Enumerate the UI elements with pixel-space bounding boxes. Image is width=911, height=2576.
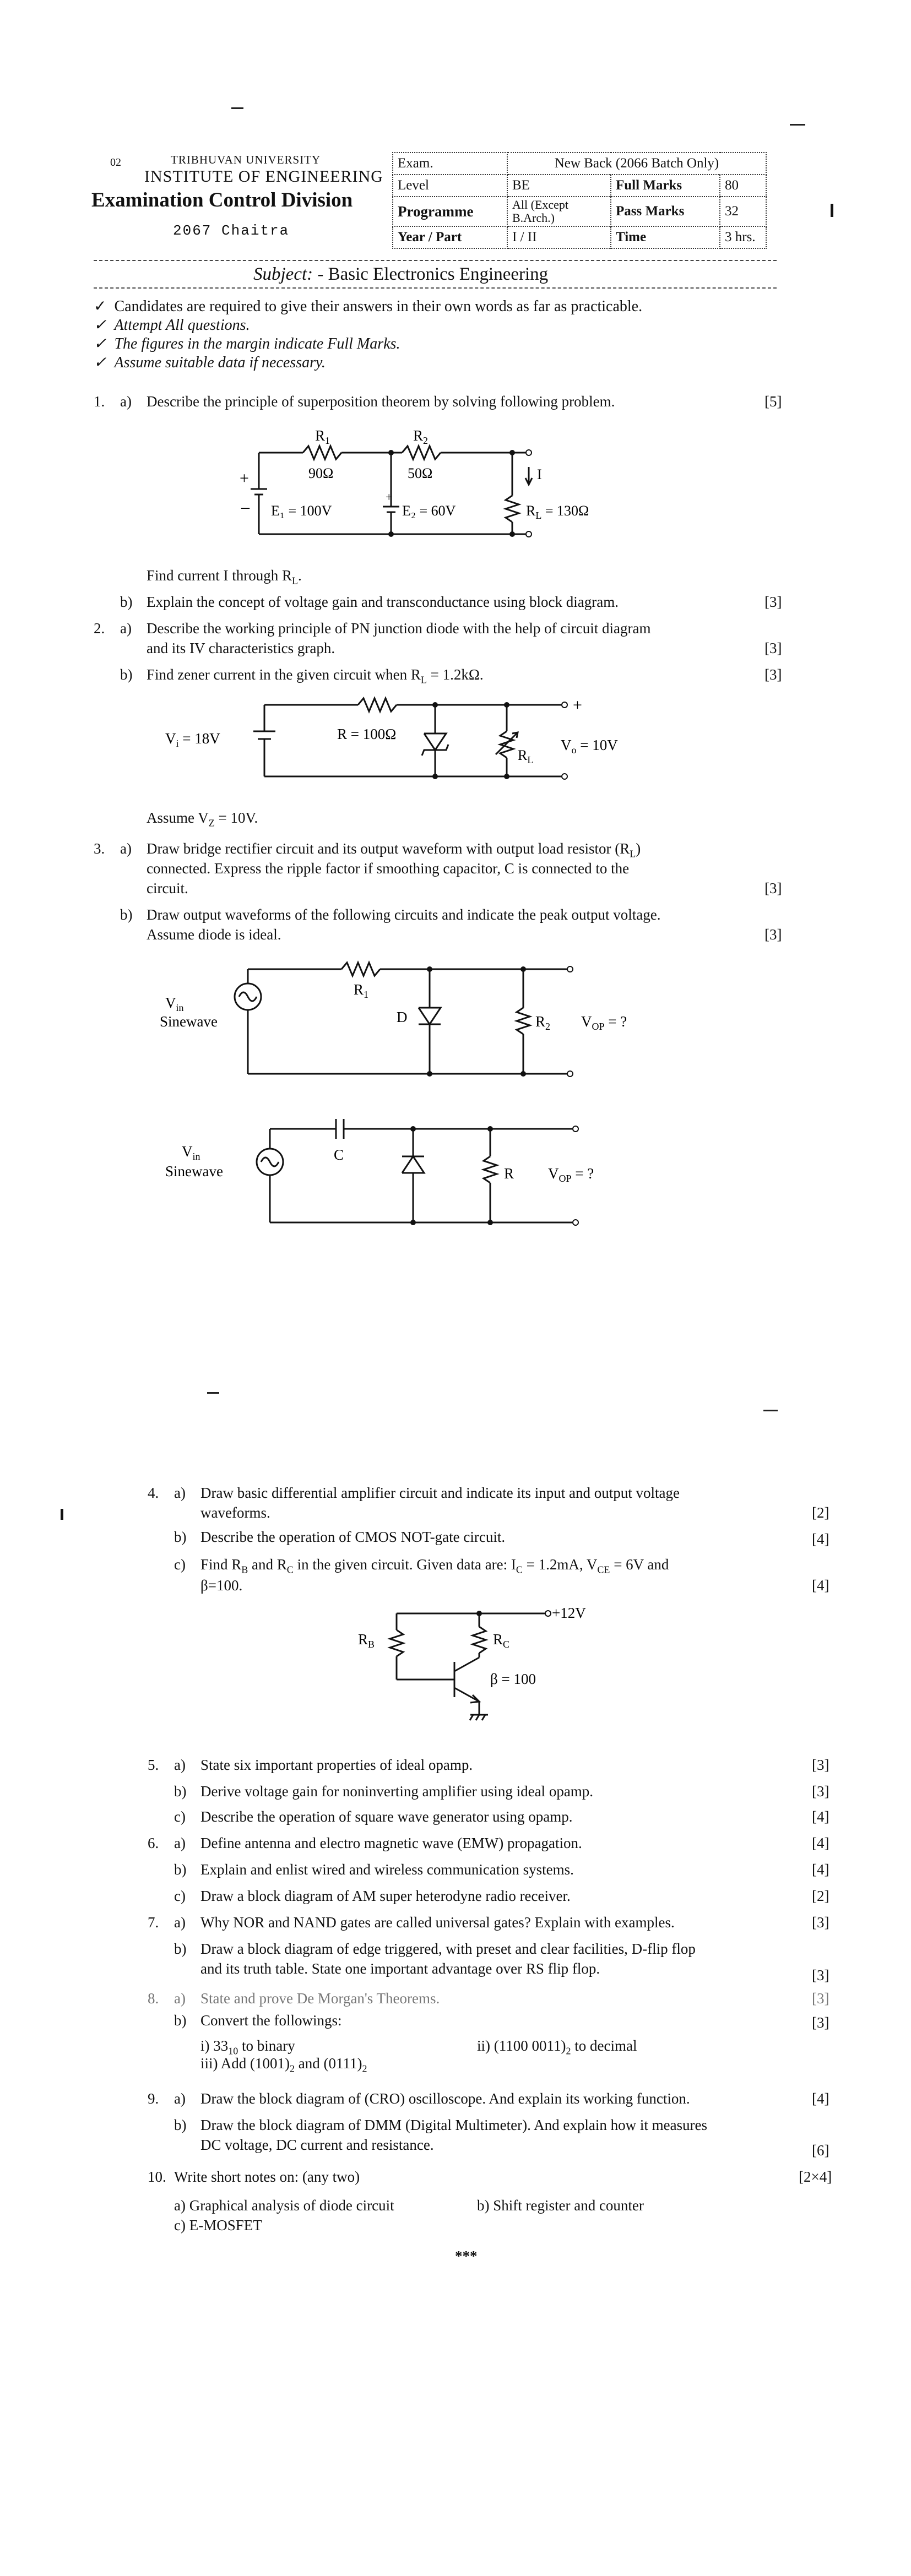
exam-year: 2067 Chaitra bbox=[173, 222, 290, 239]
q6c-label: c) bbox=[174, 1888, 186, 1904]
instruction-item: ✓ The figures in the margin indicate Full Marks. bbox=[94, 335, 400, 352]
q6b-text: Explain and enlist wired and wireless communication systems. bbox=[200, 1861, 574, 1878]
instructions bbox=[94, 297, 642, 372]
instruction-text: Assume suitable data if necessary. bbox=[114, 354, 326, 371]
subject-divider bbox=[94, 287, 777, 289]
q8b-item-iii: iii) Add $(1001)_2$ and $(0111)_2$ bbox=[200, 2055, 367, 2074]
instruction-item: ✓ Attempt All questions. bbox=[94, 317, 250, 334]
q2-plus: + bbox=[573, 696, 582, 714]
instruction-item: ✓ Candidates are required to give their answers in their own words as far as practicable. bbox=[94, 298, 643, 315]
q2-vo-label: $V_o = 10V$ bbox=[561, 737, 618, 756]
subject-name: - Basic Electronics Engineering bbox=[317, 264, 549, 284]
q7a-label: a) bbox=[174, 1914, 186, 1931]
q4c-label: c) bbox=[174, 1556, 186, 1573]
q1-e1-minus: – bbox=[241, 498, 250, 516]
q3c2-c-label: C bbox=[334, 1146, 344, 1163]
instruction-text: Candidates are required to give their answers in their own words as far as practicable. bbox=[114, 298, 643, 315]
q1a-text: Describe the principle of superposition theorem by solving following problem. bbox=[147, 393, 615, 410]
scan-mark bbox=[207, 1392, 219, 1394]
q4a-marks: [2] bbox=[812, 1504, 829, 1521]
q5a-text: State six important properties of ideal opamp. bbox=[200, 1757, 473, 1773]
q3b-text-line-1: Draw output waveforms of the following circuits and indicate the peak output voltage. bbox=[147, 906, 661, 923]
q5c-label: c) bbox=[174, 1808, 186, 1825]
q2a-text-line-2: and its IV characteristics graph. bbox=[147, 640, 335, 656]
programme-value-line-1: All (Except bbox=[512, 198, 569, 211]
q7a-marks: [3] bbox=[812, 1914, 829, 1931]
q10-text: Write short notes on: (any two) bbox=[174, 2169, 360, 2185]
year-part-value: I / II bbox=[507, 226, 611, 248]
full-marks-value: 80 bbox=[720, 175, 766, 197]
header-divider bbox=[94, 260, 777, 261]
q4b-marks: [4] bbox=[812, 1531, 829, 1547]
q4-beta-label: β = 100 bbox=[490, 1671, 536, 1687]
scan-mark bbox=[790, 124, 805, 126]
q2-zener-circuit bbox=[165, 688, 661, 809]
subject-label: Subject: bbox=[253, 264, 313, 284]
q1a-marks: [5] bbox=[764, 393, 782, 410]
q9-number: 9. bbox=[148, 2090, 159, 2107]
full-marks-label: Full Marks bbox=[611, 175, 720, 197]
q2-number: 2. bbox=[94, 620, 105, 637]
q1-r1-label: $R_1$ bbox=[315, 427, 330, 446]
division-name: Examination Control Division bbox=[91, 189, 353, 211]
q3a-text-line-1: Draw bridge rectifier circuit and its output waveform with output load resistor $(R_L)$ bbox=[147, 840, 641, 860]
q1b-label: b) bbox=[120, 594, 133, 610]
q3a-text-line-2: connected. Express the ripple factor if smoothing capacitor, C is connected to the bbox=[147, 860, 630, 877]
q4-number: 4. bbox=[148, 1485, 159, 1501]
q4-transistor-circuit bbox=[353, 1597, 617, 1724]
q1-r2-value: 50Ω bbox=[408, 465, 433, 481]
q1-circuit-diagram bbox=[237, 424, 633, 551]
time-label: Time bbox=[611, 226, 720, 248]
q10-option-a: a) Graphical analysis of diode circuit bbox=[174, 2197, 394, 2214]
q4b-label: b) bbox=[174, 1529, 187, 1545]
q8b-label: b) bbox=[174, 2012, 187, 2029]
scan-mark bbox=[763, 1410, 778, 1411]
q7a-text: Why NOR and NAND gates are called universal gates? Explain with examples. bbox=[200, 1914, 675, 1931]
q1-find-text: Find current I through $R_L$. bbox=[147, 567, 302, 586]
exam-value: New Back (2066 Batch Only) bbox=[507, 153, 766, 175]
q2a-marks: [3] bbox=[764, 640, 782, 656]
university-name: TRIBHUVAN UNIVERSITY bbox=[171, 153, 321, 166]
subject-line bbox=[253, 264, 548, 285]
q8b-item-ii: ii) (1100 $0011)_2$ to decimal bbox=[477, 2037, 637, 2057]
programme-label: Programme bbox=[393, 197, 507, 226]
q3c1-vin-label: $V_{in}$ bbox=[165, 994, 184, 1013]
q3c2-r-label: R bbox=[504, 1165, 514, 1182]
q5c-marks: [4] bbox=[812, 1808, 829, 1825]
q5c-text: Describe the operation of square wave generator using opamp. bbox=[200, 1808, 573, 1825]
q3c1-wave-label: Sinewave bbox=[160, 1013, 218, 1030]
q7b-text-line-1: Draw a block diagram of edge triggered, with preset and clear facilities, D-flip flop bbox=[200, 1941, 696, 1957]
q3-circuit-2 bbox=[160, 1112, 666, 1239]
q1-e1-label: E₁ = 100V bbox=[271, 503, 332, 519]
level-label: Level bbox=[393, 175, 507, 197]
q5a-marks: [3] bbox=[812, 1757, 829, 1773]
q4-vcc-label: +12V bbox=[552, 1605, 586, 1621]
exam-info-table bbox=[392, 152, 767, 249]
q3c1-vop-label: $V_{OP}$ = ? bbox=[581, 1013, 627, 1032]
q3c2-vop-label: $V_{OP}$ = ? bbox=[548, 1165, 594, 1184]
q3b-marks: [3] bbox=[764, 926, 782, 943]
scan-mark bbox=[61, 1509, 63, 1520]
q10-option-b: b) Shift register and counter bbox=[477, 2197, 644, 2214]
q4c-marks: [4] bbox=[812, 1577, 829, 1594]
q3-circuit-1 bbox=[160, 953, 666, 1096]
q7b-label: b) bbox=[174, 1941, 187, 1957]
q4a-text-line-2: waveforms. bbox=[200, 1504, 270, 1521]
level-value: BE bbox=[507, 175, 611, 197]
q1-e2-plus: + bbox=[386, 490, 393, 504]
q1-rl-label: $R_L = 130\Omega$ bbox=[526, 503, 589, 521]
q9a-label: a) bbox=[174, 2090, 186, 2107]
q3c1-r1-label: $R_1$ bbox=[354, 981, 369, 1000]
q3c2-vin-label: $V_{in}$ bbox=[182, 1143, 200, 1162]
q9b-marks: [6] bbox=[812, 2142, 829, 2159]
q4-rb-label: $R_B$ bbox=[358, 1631, 375, 1650]
q3a-label: a) bbox=[120, 840, 132, 857]
time-value: 3 hrs. bbox=[720, 226, 766, 248]
end-mark: *** bbox=[455, 2248, 478, 2264]
q1-r1-value: 90Ω bbox=[308, 465, 334, 481]
paper-code: 02 bbox=[110, 156, 121, 169]
exam-label: Exam. bbox=[393, 153, 507, 175]
q2-r-label: R = 100Ω bbox=[337, 726, 397, 742]
q10-marks: [2×4] bbox=[799, 2169, 832, 2185]
q5b-marks: [3] bbox=[812, 1783, 829, 1800]
q8a-marks: [3] bbox=[812, 1990, 829, 2007]
q6b-label: b) bbox=[174, 1861, 187, 1878]
q2a-label: a) bbox=[120, 620, 132, 637]
q4c-text-line-1: Find $R_B$ and $R_C$ in the given circuit. Given data are: $I_C = 1.2mA$, $V_{CE} = 6V$ and bbox=[200, 1556, 669, 1575]
q3c1-d-label: D bbox=[397, 1009, 408, 1025]
q8a-label: a) bbox=[174, 1990, 186, 2007]
pass-marks-value: 32 bbox=[720, 197, 766, 226]
q1-e2-label: E₂ = 60V bbox=[402, 503, 456, 519]
q3c1-r2-label: $R_2$ bbox=[535, 1013, 551, 1032]
q3a-text-line-3: circuit. bbox=[147, 880, 188, 896]
q1b-marks: [3] bbox=[764, 594, 782, 610]
q9a-marks: [4] bbox=[812, 2090, 829, 2107]
q10-option-c: c) E-MOSFET bbox=[174, 2217, 262, 2233]
q4a-text-line-1: Draw basic differential amplifier circuit and indicate its input and output voltage bbox=[200, 1485, 680, 1501]
institute-name: INSTITUTE OF ENGINEERING bbox=[144, 167, 383, 186]
q4a-label: a) bbox=[174, 1485, 186, 1501]
q5b-text: Derive voltage gain for noninverting amplifier using ideal opamp. bbox=[200, 1783, 594, 1800]
q6c-text: Draw a block diagram of AM super heterodyne radio receiver. bbox=[200, 1888, 571, 1904]
q2b-marks: [3] bbox=[764, 666, 782, 683]
q4-rc-label: $R_C$ bbox=[493, 1631, 510, 1650]
q1-current-label: I bbox=[537, 466, 542, 482]
q8b-item-i: i) $33_{10}$ to binary bbox=[200, 2037, 295, 2057]
q4c-text-line-2: β=100. bbox=[200, 1577, 243, 1594]
q2b-text: Find zener current in the given circuit when $R_L = 1.2k\Omega$. bbox=[147, 666, 484, 686]
q2a-text-line-1: Describe the working principle of PN junction diode with the help of circuit diagram bbox=[147, 620, 651, 637]
q6-number: 6. bbox=[148, 1835, 159, 1851]
pass-marks-label: Pass Marks bbox=[611, 197, 720, 226]
q3c2-wave-label: Sinewave bbox=[165, 1163, 223, 1180]
q3b-label: b) bbox=[120, 906, 133, 923]
instruction-text: Attempt All questions. bbox=[114, 317, 250, 334]
programme-value-line-2: B.Arch.) bbox=[512, 211, 555, 225]
q9a-text: Draw the block diagram of (CRO) oscilloscope. And explain its working function. bbox=[200, 2090, 690, 2107]
q6b-marks: [4] bbox=[812, 1861, 829, 1878]
q1-e1-plus: + bbox=[240, 469, 249, 487]
q1-number: 1. bbox=[94, 393, 105, 410]
instruction-item: ✓ Assume suitable data if necessary. bbox=[94, 354, 326, 371]
q7b-marks: [3] bbox=[812, 1967, 829, 1983]
q3a-marks: [3] bbox=[764, 880, 782, 896]
q6a-label: a) bbox=[174, 1835, 186, 1851]
q1a-label: a) bbox=[120, 393, 132, 410]
year-part-label: Year / Part bbox=[393, 226, 507, 248]
q8b-text: Convert the followings: bbox=[200, 2012, 342, 2029]
q7-number: 7. bbox=[148, 1914, 159, 1931]
q8b-marks: [3] bbox=[812, 2014, 829, 2031]
q7b-text-line-2: and its truth table. State one important advantage over RS flip flop. bbox=[200, 1960, 600, 1977]
q5a-label: a) bbox=[174, 1757, 186, 1773]
q6a-marks: [4] bbox=[812, 1835, 829, 1851]
q3-number: 3. bbox=[94, 840, 105, 857]
q2b-label: b) bbox=[120, 666, 133, 683]
q5b-label: b) bbox=[174, 1783, 187, 1800]
instruction-text: The figures in the margin indicate Full Marks. bbox=[114, 335, 400, 352]
q9b-text-line-1: Draw the block diagram of DMM (Digital Multimeter). And explain how it measures bbox=[200, 2117, 708, 2133]
programme-value bbox=[507, 197, 611, 226]
q5-number: 5. bbox=[148, 1757, 159, 1773]
q9b-label: b) bbox=[174, 2117, 187, 2133]
q2-rl-label: $R_L$ bbox=[518, 747, 534, 765]
q3b-text-line-2: Assume diode is ideal. bbox=[147, 926, 281, 943]
q8a-text: State and prove De Morgan's Theorems. bbox=[200, 1990, 440, 2007]
q8-number: 8. bbox=[148, 1990, 159, 2007]
q1b-text: Explain the concept of voltage gain and transconductance using block diagram. bbox=[147, 594, 619, 610]
q9b-text-line-2: DC voltage, DC current and resistance. bbox=[200, 2137, 434, 2153]
scan-mark bbox=[831, 204, 833, 217]
q10-number: 10. bbox=[148, 2169, 166, 2185]
q1-r2-label: $R_2$ bbox=[413, 427, 429, 446]
q6c-marks: [2] bbox=[812, 1888, 829, 1904]
q2-vi-label: $V_i = 18V$ bbox=[165, 730, 220, 749]
q4b-text: Describe the operation of CMOS NOT-gate circuit. bbox=[200, 1529, 506, 1545]
q6a-text: Define antenna and electro magnetic wave (EMW) propagation. bbox=[200, 1835, 582, 1851]
q2-assume: Assume $V_Z = 10V$. bbox=[147, 809, 258, 829]
scan-mark bbox=[231, 107, 243, 109]
